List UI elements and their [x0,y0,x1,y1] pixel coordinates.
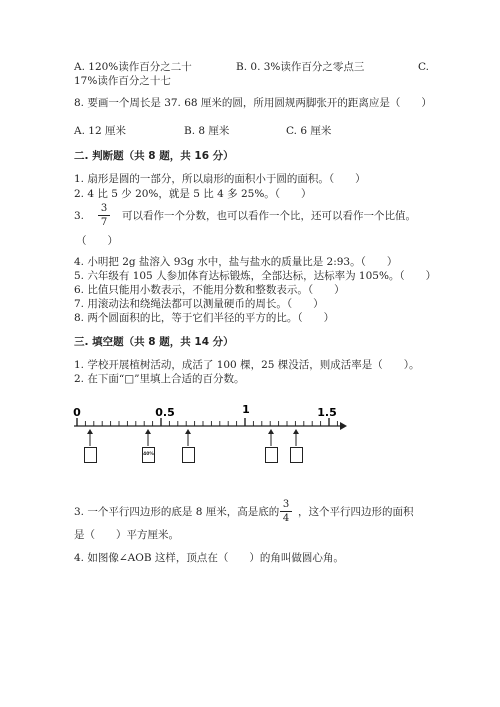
pointer-arrowhead [87,429,93,434]
fill-q3-part2: ，这个平行四边形的面积 [298,506,414,518]
answer-box-1[interactable] [84,447,97,463]
fraction-denominator: 4 [282,513,290,524]
q7-option-c-letter: C. [418,61,429,73]
judge-item-8: 8. 两个圆面积的比，等于它们半径的平方的比。（ ） [74,312,335,324]
pointer-arrowhead [293,429,299,434]
ruler-label-0: 0 [73,406,81,419]
fraction-bar [280,511,292,512]
q7-option-a: A. 120%读作百分之二十 [74,61,192,73]
q8-stem: 8. 要画一个周长是 37. 68 厘米的圆，所用圆规两脚张开的距离应是（ ） [74,97,432,109]
q7-option-b: B. 0. 3%读作百分之零点三 [236,61,365,73]
answer-box-3[interactable] [182,447,195,463]
fraction-denominator: 7 [100,217,108,228]
judge-item-1: 1. 扇形是圆的一部分，所以扇形的面积小于圆的面积。（ ） [74,173,366,185]
fraction-3-4 [280,499,292,524]
fraction-numerator: 3 [282,499,290,510]
judge-item-7: 7. 用滚动法和绕绳法都可以测量硬币的周长。（ ） [74,298,324,310]
judge-item-6: 6. 比值只能用小数表示，不能用分数和整数表示。（ ） [74,284,345,296]
q8-option-b: B. 8 厘米 [184,125,230,137]
pointer-arrowhead [185,429,191,434]
pointer-arrowhead [268,429,274,434]
fill-q2: 2. 在下面“□”里填上合适的百分数。 [74,373,245,385]
answer-box-filled: 40% [142,447,155,463]
ruler-pointers [87,429,299,446]
section3-heading: 三. 填空题（共 8 题，共 14 分） [74,336,234,348]
judge-item-3-answer: （ ） [76,235,118,247]
ruler-label-0-5: 0.5 [155,406,175,419]
section2-heading: 二. 判断题（共 8 题，共 16 分） [74,150,234,162]
answer-box-5[interactable] [290,447,303,463]
judge-item-3-text: 可以看作一个分数，也可以看作一个比，还可以看作一个比值。 [122,210,416,222]
fill-q1: 1. 学校开展植树活动，成活了 100 棵，25 棵没活，则成活率是（ ）。 [74,359,420,371]
q8-option-c: C. 6 厘米 [286,125,332,137]
ruler-ticks [77,418,337,426]
judge-item-3-number: 3. [74,210,85,222]
fraction-numerator: 3 [100,203,108,214]
answer-box-4[interactable] [265,447,278,463]
ruler-label-1-5: 1.5 [317,406,337,419]
fill-q4: 4. 如图像∠AOB 这样，顶点在（ ）的角叫做圆心角。 [74,552,344,564]
q8-option-a: A. 12 厘米 [74,125,126,137]
ruler-label-1: 1 [242,403,250,416]
ruler-arrowhead [340,422,347,430]
judge-item-5: 5. 六年级有 105 人参加体育达标锻炼，全部达标，达标率为 105%。（ ） [74,270,437,282]
fill-q3-part3: 是（ ）平方厘米。 [74,529,179,541]
judge-item-2: 2. 4 比 5 少 20%，就是 5 比 4 多 25%。（ ） [74,188,312,200]
fill-q3-part1: 3. 一个平行四边形的底是 8 厘米，高是底的 [74,506,280,518]
q7-option-c-text: 17%读作百分之十七 [74,75,171,87]
judge-item-4: 4. 小明把 2g 盐溶入 93g 水中，盐与盐水的质量比是 2:93。（ ） [74,256,398,268]
pointer-arrowhead [145,429,151,434]
